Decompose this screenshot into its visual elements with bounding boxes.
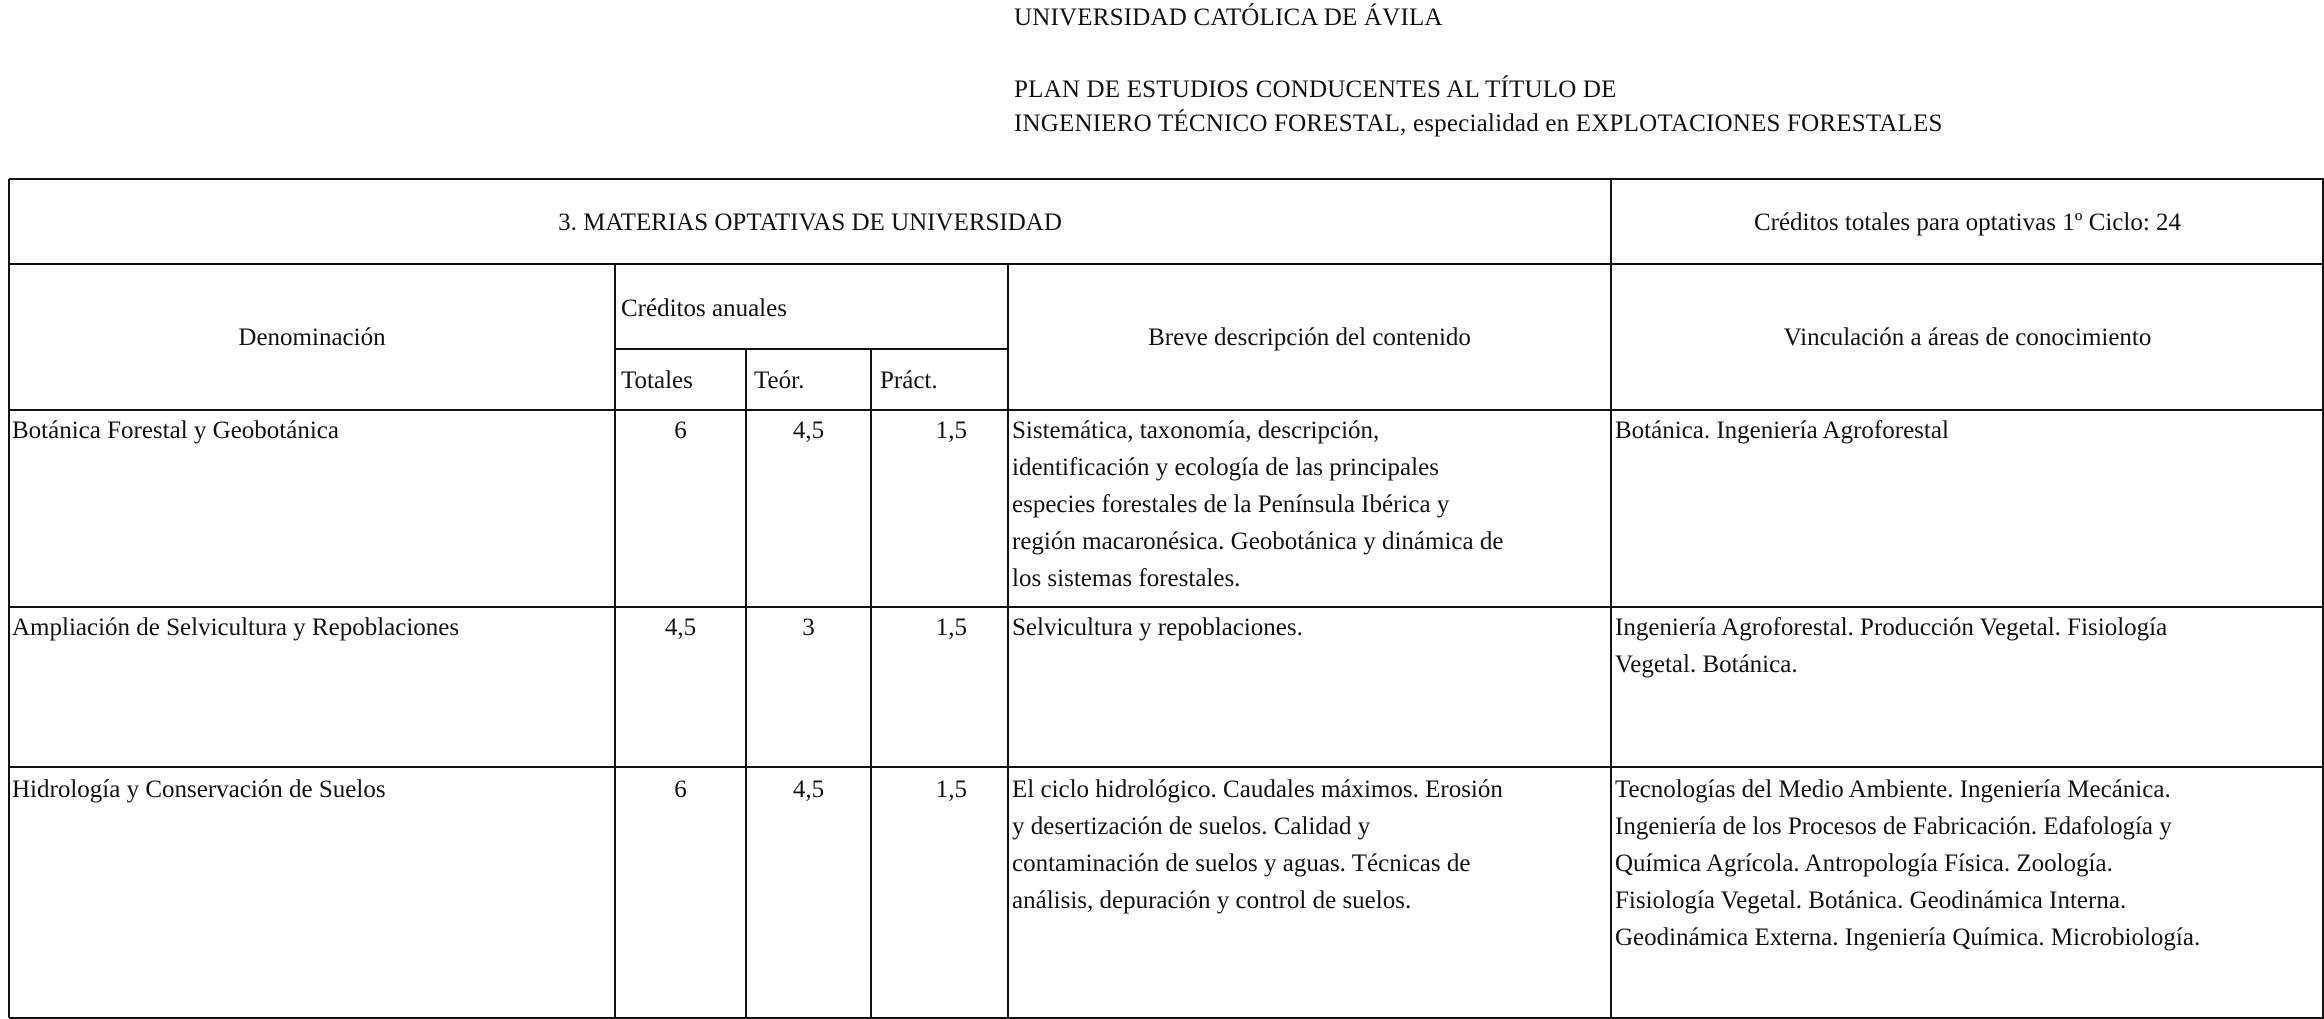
cell-vinculacion [1612, 609, 2323, 683]
cell-teor: 3 [802, 614, 815, 641]
cell-descripcion [1009, 412, 1610, 597]
section-title: 3. MATERIAS OPTATIVAS DE UNIVERSIDAD [558, 208, 1062, 236]
cell-teor: 4,5 [792, 776, 825, 803]
col-header-descripcion: Breve descripción del contenido [1148, 324, 1471, 351]
plan-title-line2: INGENIERO TÉCNICO FORESTAL, especialidad en EXPLOTACIONES FORESTALES [1014, 110, 1943, 137]
cell-denominacion: Ampliación de Selvicultura y Repoblaciones [12, 614, 460, 641]
descripcion-line: identificación y ecología de las principales [1012, 454, 1439, 481]
col-header-creditos-anuales: Créditos anuales [621, 295, 787, 322]
descripcion-line: análisis, depuración y control de suelos. [1012, 887, 1412, 914]
cell-totales: 4,5 [664, 614, 697, 641]
vinculacion-line: Ingeniería Agroforestal. Producción Vegetal. Fisiología [1615, 614, 2168, 641]
col-header-pract: Práct. [880, 367, 938, 394]
descripcion-line: Sistemática, taxonomía, descripción, [1012, 417, 1380, 444]
vinculacion-line: Ingeniería de los Procesos de Fabricación. Edafología y [1615, 813, 2172, 840]
col-header-vinculacion: Vinculación a áreas de conocimiento [1783, 324, 2152, 351]
cell-teor: 4,5 [792, 417, 825, 444]
cell-denominacion: Botánica Forestal y Geobotánica [12, 417, 339, 444]
cell-pract: 1,5 [935, 417, 967, 444]
descripcion-line: contaminación de suelos y aguas. Técnicas de [1012, 850, 1471, 877]
descripcion-line: región macaronésica. Geobotánica y dinámica de [1012, 528, 1504, 555]
vinculacion-line: Botánica. Ingeniería Agroforestal [1615, 417, 1949, 444]
col-header-totales: Totales [621, 367, 693, 394]
descripcion-line: El ciclo hidrológico. Caudales máximos. Erosión [1012, 776, 1503, 803]
cell-pract: 1,5 [935, 776, 967, 803]
cell-totales: 6 [674, 417, 687, 444]
university-name: UNIVERSIDAD CATÓLICA DE ÁVILA [1014, 4, 1443, 31]
col-header-teor: Teór. [754, 367, 805, 394]
vinculacion-line: Fisiología Vegetal. Botánica. Geodinámica Interna. [1615, 887, 2127, 914]
cell-descripcion [1009, 771, 1610, 919]
plan-title-line1: PLAN DE ESTUDIOS CONDUCENTES AL TÍTULO DE [1014, 76, 1617, 103]
cell-pract: 1,5 [935, 614, 967, 641]
descripcion-line: y desertización de suelos. Calidad y [1012, 813, 1371, 840]
vinculacion-line: Tecnologías del Medio Ambiente. Ingeniería Mecánica. [1615, 776, 2171, 803]
col-header-denominacion: Denominación [238, 324, 386, 351]
vinculacion-line: Geodinámica Externa. Ingeniería Química. Microbiología. [1615, 924, 2201, 951]
descripcion-line: los sistemas forestales. [1012, 565, 1241, 592]
total-credits: Créditos totales para optativas 1º Ciclo: 24 [1753, 208, 2182, 236]
cell-totales: 6 [674, 776, 687, 803]
descripcion-line: especies forestales de la Península Ibérica y [1012, 491, 1450, 518]
vinculacion-line: Química Agrícola. Antropología Física. Zoología. [1615, 850, 2113, 877]
cell-descripcion [1009, 609, 1610, 646]
vinculacion-line: Vegetal. Botánica. [1615, 651, 1798, 678]
cell-vinculacion [1612, 771, 2323, 956]
cell-vinculacion [1612, 412, 2323, 449]
descripcion-line: Selvicultura y repoblaciones. [1012, 614, 1303, 641]
cell-denominacion: Hidrología y Conservación de Suelos [12, 776, 386, 803]
